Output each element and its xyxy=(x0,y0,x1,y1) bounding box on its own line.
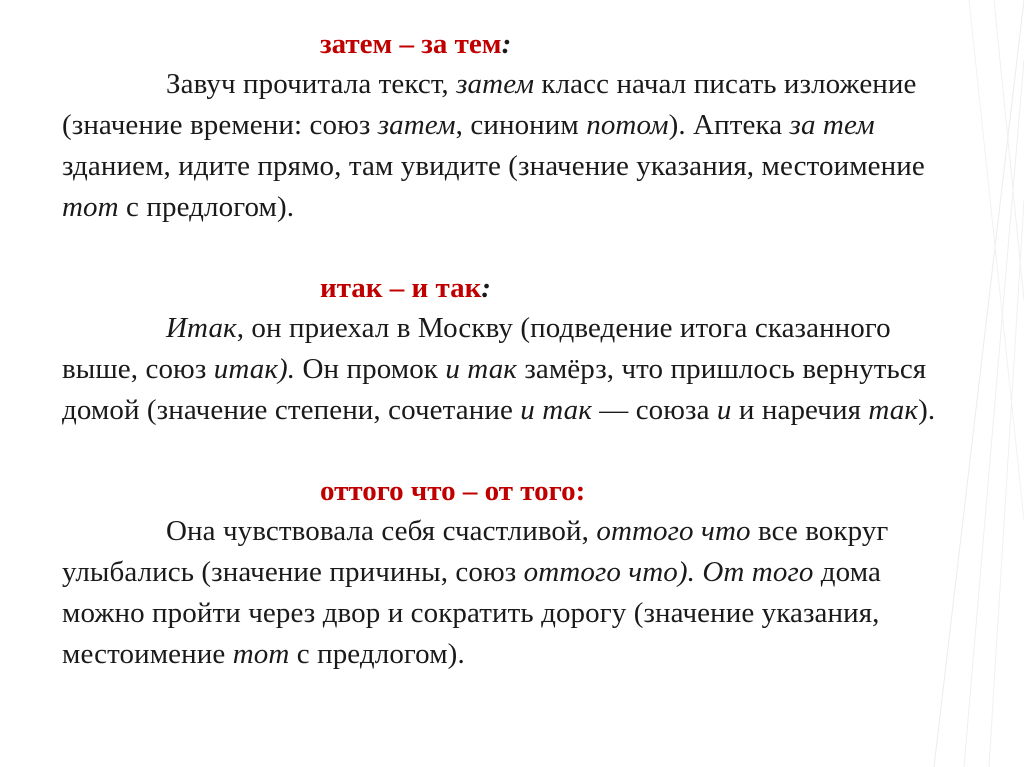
section-paragraph xyxy=(62,64,962,228)
section-heading: затем – за тем: xyxy=(320,28,512,60)
text-run: ). Аптека xyxy=(668,109,790,141)
text-run: зданием, идите прямо, там увидите (значение указания, местоимение xyxy=(62,150,925,182)
text-run: Завуч прочитала текст, xyxy=(166,68,457,100)
section-itak xyxy=(62,268,962,431)
emphasis-run: и так xyxy=(445,353,517,385)
section-heading: оттого что – от того: xyxy=(320,475,586,507)
emphasis-run: итак). xyxy=(213,353,296,385)
emphasis-run: тот xyxy=(232,638,290,670)
text-run: с предлогом). xyxy=(118,191,295,223)
emphasis-run: затем xyxy=(456,68,535,100)
emphasis-run: за тем xyxy=(789,109,875,141)
emphasis-run: и так xyxy=(520,394,592,426)
emphasis-run: оттого что). xyxy=(523,556,695,588)
text-run: замёрз, что пришлось вернуться домой (значение степени, сочетание xyxy=(62,353,927,426)
text-run: Она чувствовала себя счастливой, xyxy=(166,515,597,547)
emphasis-run: и xyxy=(716,394,732,426)
text-run: , синоним xyxy=(455,109,587,141)
text-run: дома можно пройти через двор и сократить дорогу (значение указания, местоимение xyxy=(62,556,881,670)
emphasis-run: потом xyxy=(586,109,669,141)
section-ottogo xyxy=(62,471,962,675)
emphasis-run: Итак xyxy=(166,312,237,344)
text-run: с предлогом). xyxy=(289,638,465,670)
text-run: , он приехал в Москву (подведение итога сказанного выше, союз xyxy=(62,312,891,385)
section-paragraph xyxy=(62,511,962,675)
emphasis-run: затем xyxy=(377,109,456,141)
text-run: — союза xyxy=(591,394,717,426)
emphasis-run: тот xyxy=(62,191,119,223)
emphasis-run: От того xyxy=(702,556,814,588)
section-paragraph xyxy=(62,308,962,431)
text-run: Он промок xyxy=(295,353,446,385)
slide-content xyxy=(62,24,962,675)
text-run: все вокруг улыбались (значение причины, союз xyxy=(62,515,889,588)
section-heading: итак – и так: xyxy=(320,272,491,304)
text-run: и наречия xyxy=(731,394,869,426)
section-zatem xyxy=(62,24,962,228)
emphasis-run: оттого что xyxy=(596,515,751,547)
text-run: ). xyxy=(918,394,936,426)
text-run: класс начал писать изложение (значение времени: союз xyxy=(62,68,917,141)
emphasis-run: так xyxy=(868,394,919,426)
